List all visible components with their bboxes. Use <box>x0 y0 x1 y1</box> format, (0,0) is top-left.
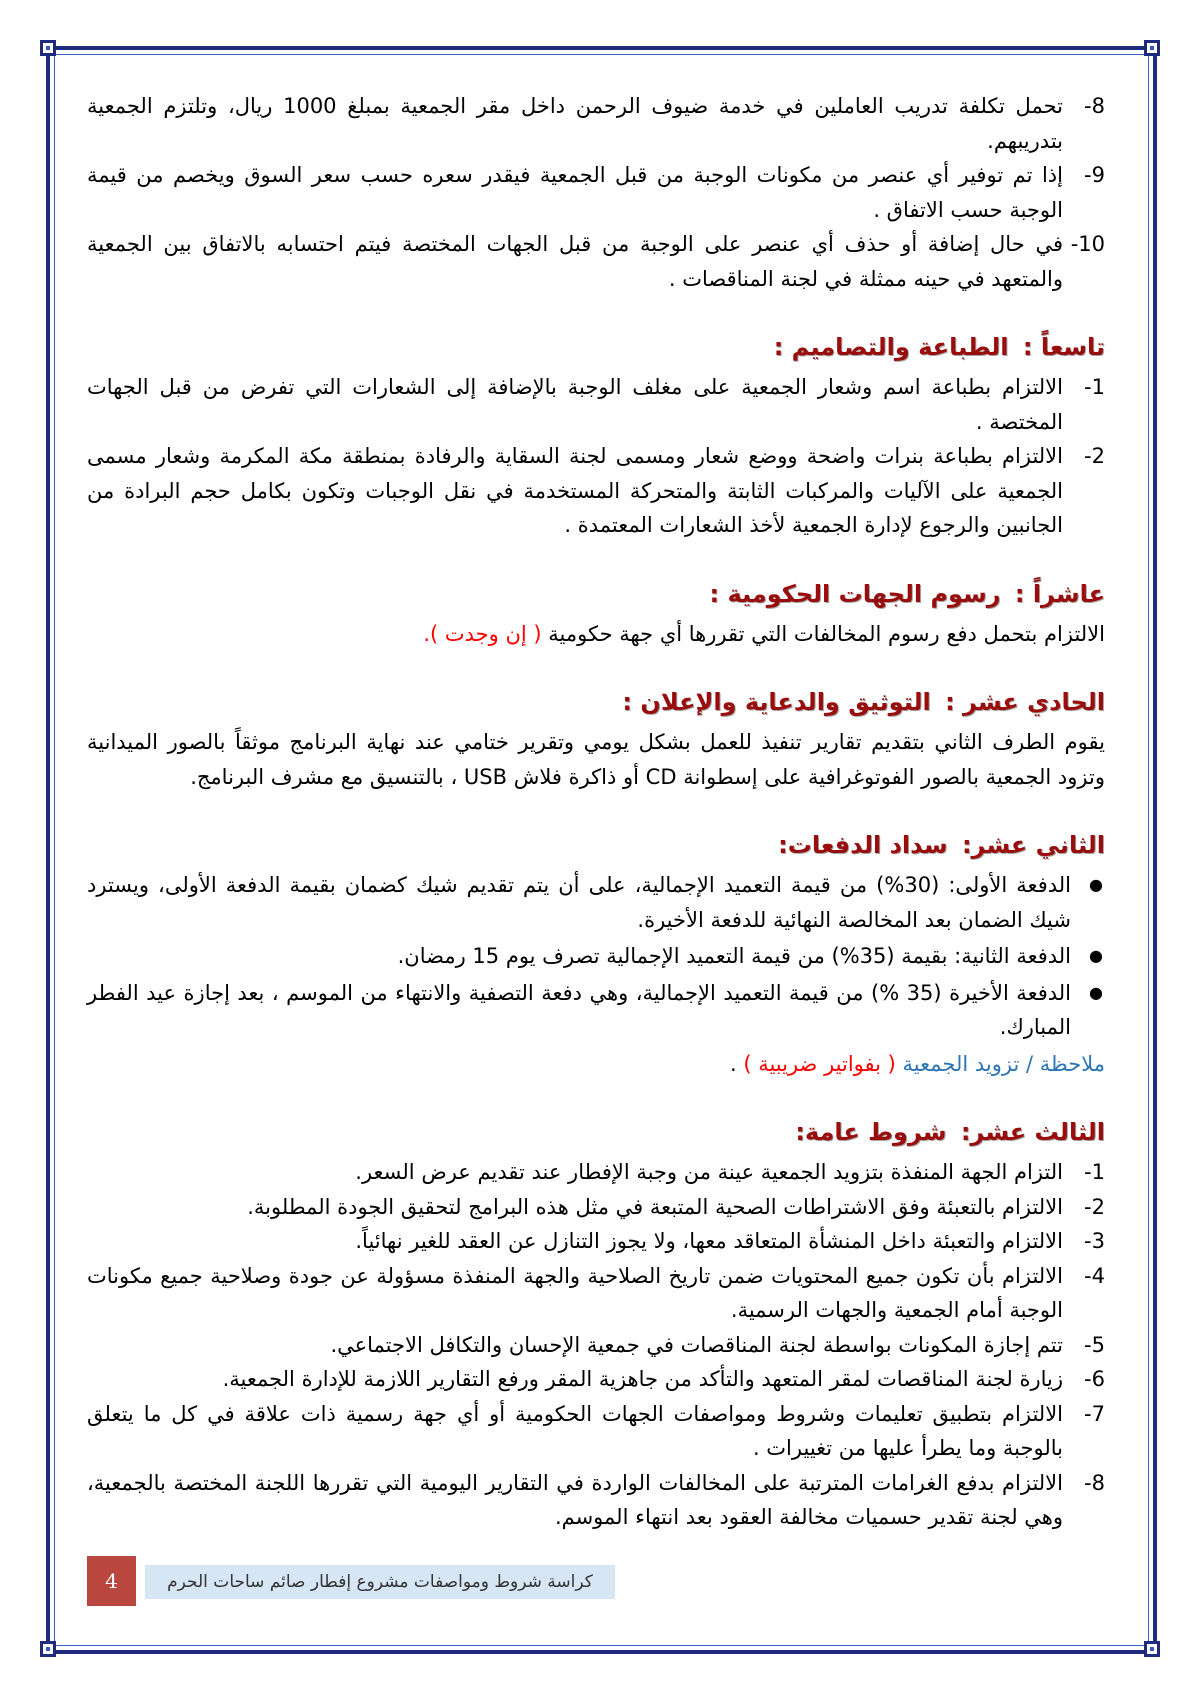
section-title: رسوم الجهات الحكومية : <box>709 579 1001 608</box>
bullet-icon: ● <box>1089 946 1103 965</box>
item-number: 5- <box>1084 1332 1105 1357</box>
item-number: 1- <box>1084 375 1105 399</box>
section-government-fees <box>87 574 1105 652</box>
section-heading <box>87 574 1105 614</box>
list-item <box>87 439 1105 543</box>
item-text: الالتزام بدفع الغرامات المترتبة على المخالفات الواردة في التقارير اليومية التي تقررها اللجنة المختصة بالجمعية، وهي لجنة تقدير حسميات مخالفة العقود بعد انتهاء الموسم. <box>87 1470 1063 1529</box>
item-text: الالتزام والتعبئة داخل المنشأة المتعاقد معها، ولا يجوز التنازل عن العقد للغير نهائياً. <box>355 1229 1063 1253</box>
item-text: الالتزام بطباعة اسم وشعار الجمعية على مغلف الوجبة بالإضافة إلى الشعارات التي تفرض من قبل الجهات المختصة . <box>87 375 1063 434</box>
bullet-text: الدفعة الأخيرة (35 %) من قيمة التعميد الإجمالية، وهي دفعة التصفية والانتهاء من الموسم ، بعد إجازة عيد الفطر المبارك. <box>87 980 1071 1039</box>
paragraph-highlight: ( إن وجدت ). <box>423 621 542 646</box>
item-number: 8- <box>1084 1470 1105 1495</box>
section-title: الطباعة والتصاميم : <box>773 333 1009 361</box>
list-item <box>87 1362 1105 1397</box>
list-item <box>87 1466 1105 1535</box>
list-item <box>87 1259 1105 1328</box>
item-number: 2- <box>1084 1194 1105 1219</box>
item-number: 8- <box>1084 94 1105 118</box>
page-number: 4 <box>87 1556 136 1606</box>
section-paragraph: يقوم الطرف الثاني بتقديم تقارير تنفيذ للعمل بشكل يومي وتقرير ختامي عند نهاية البرنامج موثقاً بالصور الميدانية وتزود الجمعية بالصور الفوتوغرافية على إسطوانة CD أو ذاكرة فلاش USB ، بالتنسيق مع مشرف البرنامج. <box>87 730 1105 789</box>
section-number-label: الحادي عشر : <box>945 688 1105 716</box>
frame-corner-ornament-icon <box>1144 40 1160 56</box>
frame-corner-ornament-icon <box>1144 1641 1160 1657</box>
continued-terms-list <box>87 89 1105 296</box>
section-number-label: تاسعاً : <box>1022 333 1105 361</box>
item-number: 2- <box>1084 444 1105 468</box>
item-number: 4- <box>1084 1263 1105 1288</box>
bullet-text: الدفعة الثانية: بقيمة (35%) من قيمة التعميد الإجمالية تصرف يوم 15 رمضان. <box>397 944 1071 968</box>
list-item <box>87 1224 1105 1259</box>
item-text: الالتزام بطباعة بنرات واضحة ووضع شعار ومسمى لجنة السقاية والرفادة بمنطقة مكة المكرمة وشعار مسمى الجمعية على الآليات والمركبات الثابتة والمتحركة المستخدمة في نقل الوجبات وتكون بكامل حجم البرادة من الجانبين والرجوع لإدارة الجمعية لأخذ الشعارات المعتمدة . <box>87 444 1063 537</box>
item-text: الالتزام بأن تكون جميع المحتويات ضمن تاريخ الصلاحية والجهة المنفذة مسؤولة عن جودة وصلاحية جميع مكونات الوجبة أمام الجمعية والجهات الرسمية. <box>87 1263 1063 1322</box>
paragraph-text: الالتزام بتحمل دفع رسوم المخالفات التي تقررها أي جهة حكومية <box>548 621 1105 646</box>
item-number: 1- <box>1084 1160 1105 1184</box>
list-item <box>87 370 1105 439</box>
list-item <box>87 158 1105 227</box>
footer-document-title: كراسة شروط ومواصفات مشروع إفطار صائم ساحات الحرم <box>145 1565 615 1599</box>
list-item <box>87 1397 1105 1466</box>
list-item <box>87 1328 1105 1363</box>
list-item <box>87 227 1105 296</box>
bullet-icon: ● <box>1089 875 1103 894</box>
item-text: التزام الجهة المنفذة بتزويد الجمعية عينة من وجبة الإفطار عند تقديم عرض السعر. <box>355 1160 1063 1184</box>
item-number: 10- <box>1070 232 1105 256</box>
item-number: 3- <box>1084 1229 1105 1253</box>
section-number-label: عاشراً : <box>1014 579 1105 608</box>
note-highlight: ( بفواتير ضريبية ) <box>743 1051 896 1076</box>
section-heading <box>87 327 1105 367</box>
list-item <box>87 1190 1105 1225</box>
item-text: في حال إضافة أو حذف أي عنصر على الوجبة من قبل الجهات المختصة فيتم احتسابه بالاتفاق بين الجمعية والمتعهد في حينه ممثلة في لجنة المناقصات . <box>87 232 1063 291</box>
document-body <box>87 89 1105 1535</box>
item-text: تحمل تكلفة تدريب العاملين في خدمة ضيوف الرحمن داخل مقر الجمعية بمبلغ 1000 ريال، وتلتزم الجمعية بتدريبهم. <box>87 94 1063 153</box>
payment-bullet-item <box>87 939 1105 974</box>
section-heading <box>87 825 1105 865</box>
section-heading <box>87 682 1105 722</box>
item-text: إذا تم توفير أي عنصر من مكونات الوجبة من قبل الجمعية فيقدر سعره حسب سعر السوق ويخصم من قيمة الوجبة حسب الاتفاق . <box>87 163 1063 222</box>
item-text: الالتزام بالتعبئة وفق الاشتراطات الصحية المتبعة في مثل هذه البرامج لتحقيق الجودة المطلوبة. <box>247 1194 1063 1219</box>
frame-corner-ornament-icon <box>40 40 56 56</box>
section-payments <box>87 825 1105 1081</box>
section-heading <box>87 1112 1105 1152</box>
frame-corner-ornament-icon <box>40 1641 56 1657</box>
section-documentation <box>87 682 1105 794</box>
item-text: الالتزام بتطبيق تعليمات وشروط ومواصفات الجهات الحكومية أو أي جهة رسمية ذات علاقة في كل ما يتعلق بالوجبة وما يطرأ عليها من تغييرات . <box>87 1401 1063 1460</box>
item-number: 7- <box>1084 1401 1105 1426</box>
item-text: تتم إجازة المكونات بواسطة لجنة المناقصات في جمعية الإحسان والتكافل الاجتماعي. <box>330 1332 1063 1357</box>
section-paragraph <box>87 617 1105 652</box>
item-number: 6- <box>1084 1367 1105 1391</box>
section-number-label: الثالث عشر: <box>960 1118 1105 1146</box>
section-title: شروط عامة: <box>795 1118 947 1146</box>
note-end: . <box>729 1051 737 1076</box>
item-number: 9- <box>1084 163 1105 187</box>
item-text: زيارة لجنة المناقصات لمقر المتعهد والتأكد من جاهزية المقر ورفع التقارير اللازمة للإدارة الجمعية. <box>222 1367 1063 1391</box>
payment-bullet-item <box>87 868 1105 937</box>
section-number-label: الثاني عشر: <box>961 831 1105 859</box>
list-item <box>87 89 1105 158</box>
list-item <box>87 1155 1105 1190</box>
note-label: ملاحظة / تزويد الجمعية <box>902 1051 1105 1076</box>
section-printing <box>87 327 1105 543</box>
section-general-terms <box>87 1112 1105 1535</box>
bullet-text: الدفعة الأولى: (30%) من قيمة التعميد الإجمالية، على أن يتم تقديم شيك كضمان بقيمة الدفعة الأولى، ويسترد شيك الضمان بعد المخالصة النهائية للدفعة الأخيرة. <box>87 873 1071 932</box>
payment-bullet-item <box>87 976 1105 1045</box>
bullet-icon: ● <box>1089 982 1103 1002</box>
section-title: سداد الدفعات: <box>778 831 948 859</box>
payments-note <box>87 1047 1105 1082</box>
section-title: التوثيق والدعاية والإعلان : <box>622 688 931 716</box>
